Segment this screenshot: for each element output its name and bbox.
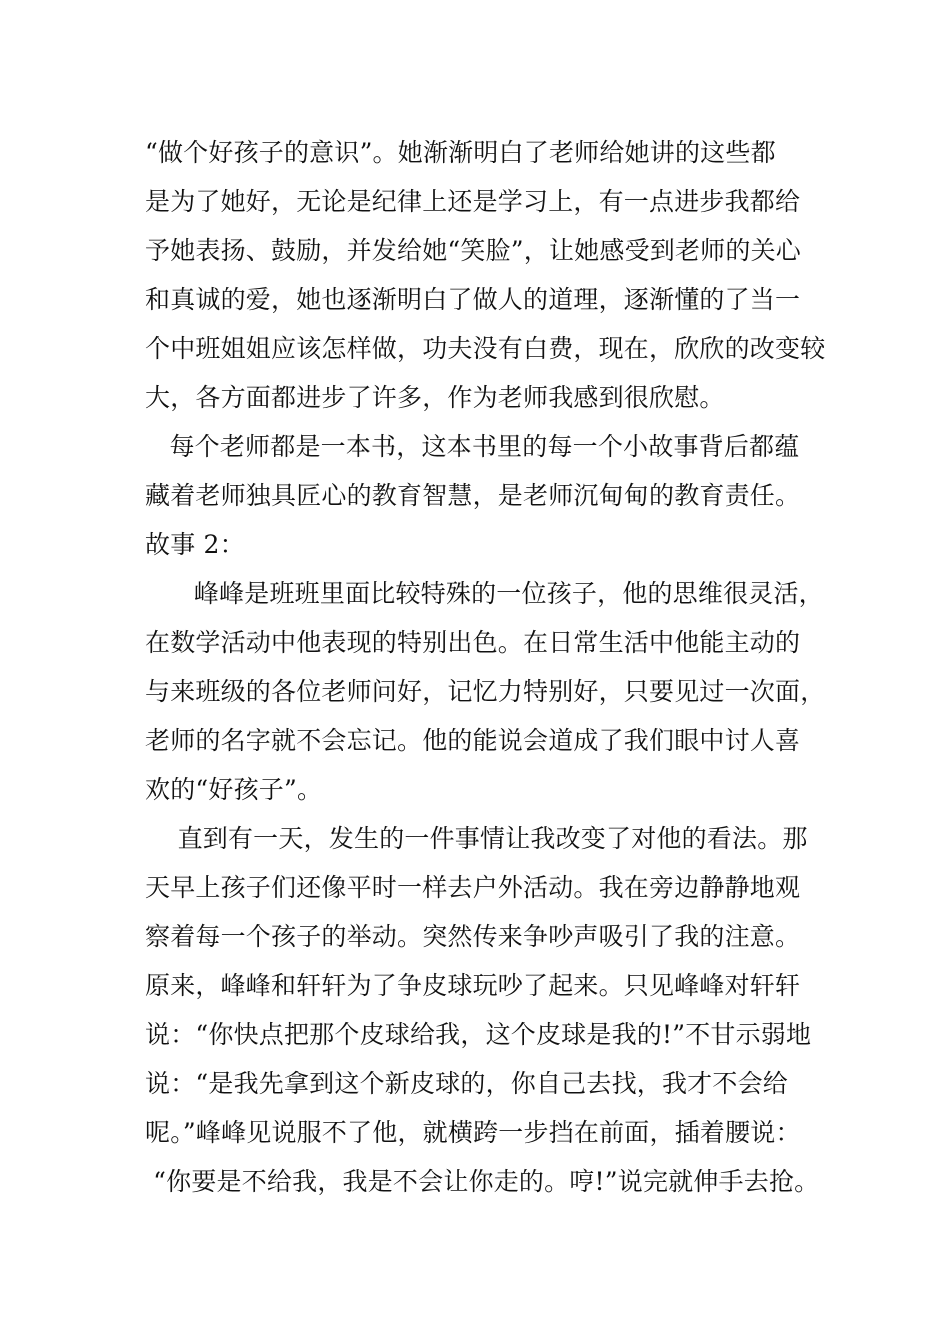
body-text	[145, 128, 826, 1206]
text-line-20: 说：“是我先拿到这个新皮球的，你自己去找，我才不会给	[145, 1069, 788, 1098]
text-line-22: “你要是不给我，我是不会让你走的。哼!”说完就伸手去抢。	[145, 1167, 820, 1196]
text-line-17: 察着每一个孩子的举动。突然传来争吵声吸引了我的注意。	[145, 922, 801, 951]
text-line-1: “做个好孩子的意识”。她渐渐明白了老师给她讲的这些都	[145, 138, 776, 167]
text-line-7: 每个老师都是一本书，这本书里的每一个小故事背后都蕴	[145, 432, 800, 461]
text-line-5: 个中班姐姐应该怎样做，功夫没有白费，现在，欣欣的改变较	[145, 334, 826, 363]
text-line-16: 天早上孩子们还像平时一样去户外活动。我在旁边静静地观	[145, 873, 801, 902]
text-line-2: 是为了她好，无论是纪律上还是学习上，有一点进步我都给	[145, 187, 801, 216]
text-line-6: 大，各方面都进步了许多，作为老师我感到很欣慰。	[145, 383, 725, 412]
text-line-18: 原来，峰峰和轩轩为了争皮球玩吵了起来。只见峰峰对轩轩	[145, 971, 801, 1000]
text-line-15: 直到有一天，发生的一件事情让我改变了对他的看法。那	[145, 824, 808, 853]
text-line-4: 和真诚的爱，她也逐渐明白了做人的道理，逐渐懂的了当一	[145, 285, 801, 314]
text-line-3: 予她表扬、鼓励，并发给她“笑脸”，让她感受到老师的关心	[145, 236, 801, 265]
text-line-21: 呢。”峰峰见说服不了他，就横跨一步挡在前面，插着腰说：	[145, 1118, 801, 1147]
text-line-14: 欢的“好孩子”。	[145, 775, 323, 804]
text-line-19: 说：“你快点把那个皮球给我，这个皮球是我的!”不甘示弱地	[145, 1020, 812, 1049]
text-line-8: 藏着老师独具匠心的教育智慧，是老师沉甸甸的教育责任。	[145, 481, 801, 510]
text-line-13: 老师的名字就不会忘记。他的能说会道成了我们眼中讨人喜	[145, 726, 801, 755]
section-heading: 故事 2：	[145, 530, 245, 559]
text-line-10: 峰峰是班班里面比较特殊的一位孩子，他的思维很灵活，	[145, 579, 824, 608]
text-line-12: 与来班级的各位老师问好，记忆力特别好，只要见过一次面，	[145, 677, 826, 706]
text-line-11: 在数学活动中他表现的特别出色。在日常生活中他能主动的	[145, 628, 801, 657]
